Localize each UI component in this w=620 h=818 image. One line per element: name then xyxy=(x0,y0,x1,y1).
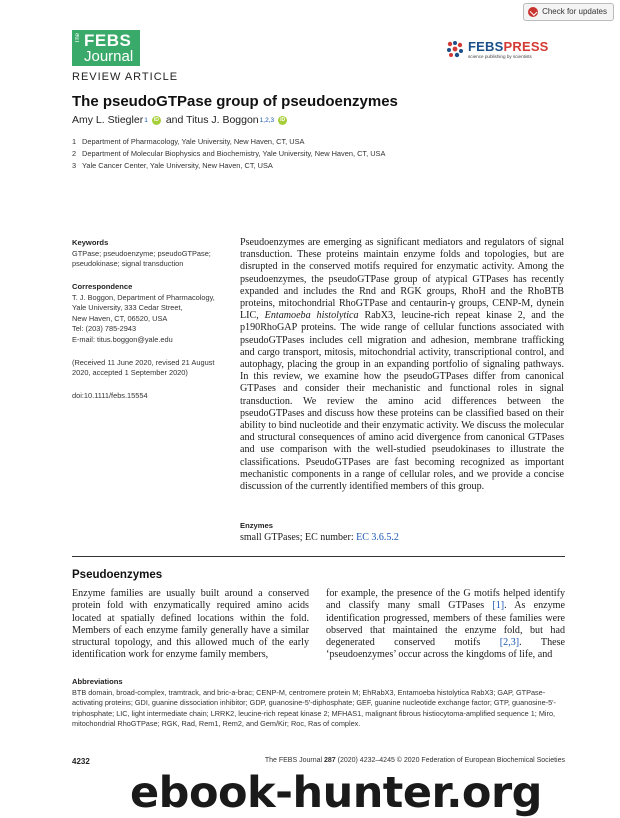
orcid-icon[interactable]: iD xyxy=(153,116,159,123)
footer-citation: The FEBS Journal 287 (2020) 4232–4245 © 2020 Federation of European Biochemical Societies xyxy=(264,757,565,764)
correspondence-label: Correspondence xyxy=(72,282,133,291)
abbreviations-label: Abbreviations xyxy=(72,677,123,686)
doi[interactable]: doi:10.1111/febs.15554 xyxy=(72,391,148,400)
abstract: Pseudoenzymes are emerging as significant mediators and regulators of signal transduction. These proteins maintain enzyme folds and topologies, but are disrupted in the conserved motifs required for enzymatic activity. Among the pseudoenzymes, the pseudoGTPase group of atypical GTPases has recently expanded and includes the Rnd and RGK groups, RhoH and the RhoBTB proteins, mitochondrial RhoGTPase and centaurin-γ groups, CENP-M, dynein LIC, Entamoeba histolytica RabX3, leucine-rich repeat kinase 2, and the p190RhoGAP proteins. The wide range of cellular functions associated with pseudoGTPases includes cell migration and adhesion, membrane trafficking and cargo transport, mitosis, mitochondrial activity, transcriptional control, and autophagy, placing the group in an expanding portfolio of signaling pathways. In this review, we examine how the pseudoGTPases differ from canonical GTPases and consider their mechanistic and functional roles in signal transduction. We review the amino acid differences between the pseudoGTPases and discuss how these proteins can be classified based on their ability to bind nucleotide and their enzymatic activity. We discuss the molecular and structural consequences of amino acid divergence from canonical GTPases and use comparison with the well-studied pseudokinases to illustrate the classifications. PseudoGTPases are fast becoming recognized as important mechanistic components in a range of cellular roles, and we provide a concise discussion of the currently identified members of this group. xyxy=(240,237,564,493)
keywords-text: GTPase; pseudoenzyme; pseudoGTPase; pseudokinase; signal transduction xyxy=(72,249,211,269)
affiliation: 1 Department of Pharmacology, Yale University, New Haven, CT, USA xyxy=(72,137,305,146)
watermark: ebook-hunter.org xyxy=(130,768,542,818)
logo-febs: FEBS xyxy=(84,31,132,50)
citation-link[interactable]: [2,3] xyxy=(499,637,520,649)
affiliations xyxy=(72,136,385,171)
author-affil-sup[interactable]: 1,2,3 xyxy=(259,116,275,124)
press-name: FEBSPRESS xyxy=(468,39,549,54)
article-type: REVIEW ARTICLE xyxy=(72,71,179,83)
affiliation: 3 Yale Cancer Center, Yale University, New Haven, CT, USA xyxy=(72,160,273,170)
febs-press-dots-icon xyxy=(446,40,464,58)
author-list xyxy=(72,114,292,126)
article-title: The pseudoGTPase group of pseudoenzymes xyxy=(72,93,398,110)
check-for-updates-button[interactable] xyxy=(523,3,614,21)
febs-press-logo xyxy=(446,38,562,64)
affiliation: 2 Department of Molecular Biophysics and Biochemistry, Yale University, New Haven, CT, USA xyxy=(72,148,386,158)
citation-link[interactable]: [1] xyxy=(492,600,505,612)
body-column-left: Enzyme families are usually built around a conserved protein fold with enzymatically required amino acids located at spatially defined locations within the fold. Members of each enzyme family generally have a similar structural topology, and this allowed much of the early identification work for enzyme family members, xyxy=(72,588,309,661)
author-name: Amy L. Stiegler xyxy=(72,114,144,126)
section-heading: Pseudoenzymes xyxy=(72,569,163,581)
logo-the: The xyxy=(75,33,81,44)
abbreviations-text: BTB domain, broad-complex, tramtrack, and bric-a-brac; CENP-M, centromere protein M; EhRabX3, Entamoeba histolytica RabX3; GAP, GTPase-activating proteins; GDI, guanine dissociation inhibitor; GDP, guanosine-5′-diphosphate; GEF, guanine nucleotide exchange factor; GTP, guanosine-5′-triphosphate; LIC, light intermediate chain; LRRK2, leucine-rich repeat kinase 2; MFHAS1, malignant fibrous histiocytoma-amplified sequence 1; Miro, mitochondrial RhoGTPase; RGK, Rad, Rem1, Rem2, and Gem/Kir; Roc, Ras of complex. xyxy=(72,688,556,729)
page-number: 4232 xyxy=(72,757,90,766)
logo-journal: Journal xyxy=(84,48,134,65)
article-dates: (Received 11 June 2020, revised 21 August 2020, accepted 1 September 2020) xyxy=(72,358,215,378)
ec-number-link[interactable]: EC 3.6.5.2 xyxy=(356,532,399,543)
enzymes-label: Enzymes xyxy=(240,521,273,530)
press-tagline: science publishing by scientists xyxy=(468,54,532,59)
author-name: and Titus J. Boggon xyxy=(165,114,259,126)
enzymes-text: small GTPases; EC number: EC 3.6.5.2 xyxy=(240,532,399,543)
correspondence-email[interactable]: E-mail: titus.boggon@yale.edu xyxy=(72,334,173,344)
body-column-right: for example, the presence of the G motifs helped identify and classify many small GTPases [1]. As enzyme identification progressed, members of these families were observed that maintained the enzyme fold, but had degenerated conserved motifs [2,3]. These ‘pseudoenzymes’ occur across the kingdoms of life, and xyxy=(326,588,566,661)
correspondence-text: T. J. Boggon, Department of Pharmacology, Yale University, 333 Cedar Street, New Haven, CT, 06520, USA Tel: (203) 785-2943 E-mail: titus.boggon@yale.edu xyxy=(72,293,232,345)
febs-journal-logo xyxy=(72,30,140,66)
orcid-icon[interactable]: iD xyxy=(280,116,286,123)
section-divider xyxy=(72,556,565,557)
keywords-label: Keywords xyxy=(72,238,109,247)
check-updates-icon xyxy=(528,7,538,17)
check-updates-label: Check for updates xyxy=(542,7,607,16)
author-affil-sup[interactable]: 1 xyxy=(144,116,148,124)
